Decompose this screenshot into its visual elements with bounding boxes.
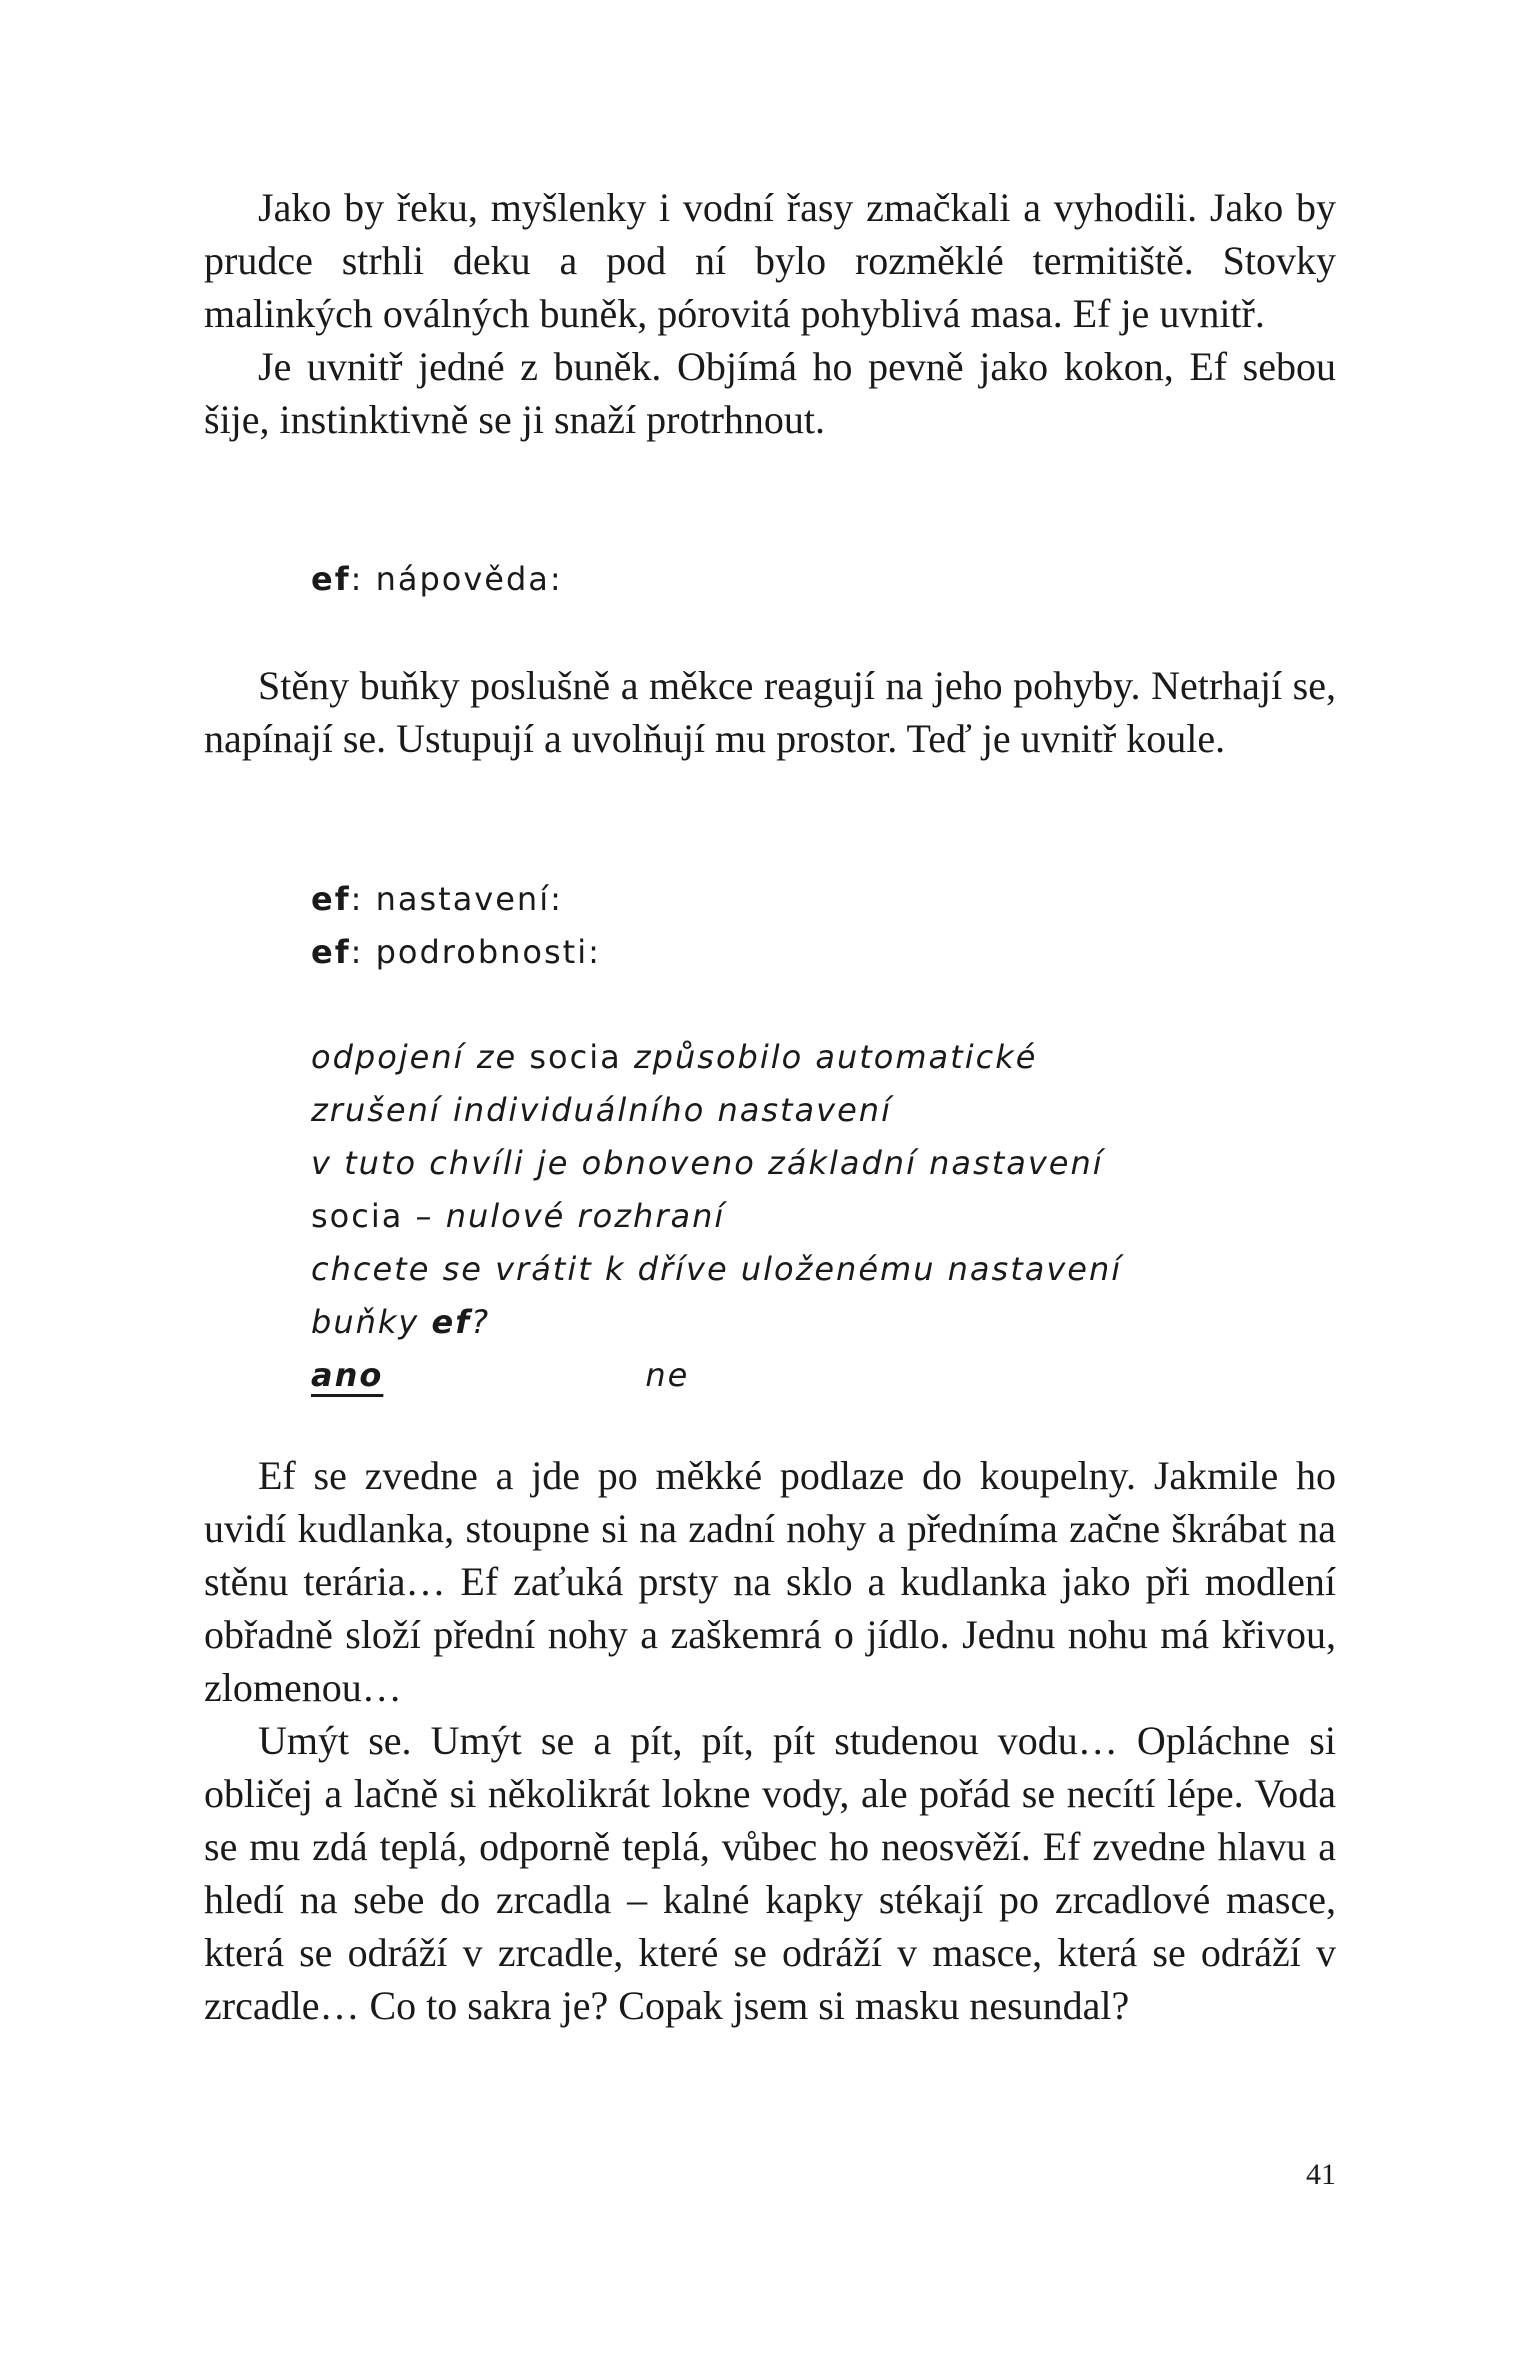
notice-text: v tuto chvíli je obnoveno základní nastavení [311,1144,1104,1182]
command-line [311,553,1311,606]
page-number: 41 [1306,2158,1336,2191]
command-prefix: ef [311,880,351,918]
notice-text: zrušení individuálního nastavení [311,1091,892,1129]
command-text: : nápověda: [350,560,563,598]
choice-options [311,1349,1311,1402]
notice-line [311,1137,1311,1190]
text-block-opening [204,181,1336,446]
text-block-cell [204,659,1336,765]
command-line [311,926,1311,979]
text-block-bathroom [204,1449,1336,2032]
notice-line [311,1190,1311,1243]
option-no[interactable]: ne [645,1356,690,1394]
notice-text: ef [431,1303,472,1341]
command-settings [311,873,1311,979]
command-prefix: ef [311,560,351,598]
notice-text: chcete se vrátit k dříve uloženému nastavení [311,1250,1123,1288]
paragraph: Stěny buňky poslušně a měkce reagují na jeho pohyby. Netrhají se, napínají se. Ustupují a uvolňují mu prostor. Teď je uvnitř koule. [204,663,1336,761]
paragraph: Je uvnitř jedné z buněk. Objímá ho pevně jako kokon, Ef sebou šije, instinktivně se ji snaží protrhnout. [204,344,1336,442]
notice-text: buňky [311,1303,432,1341]
notice-text: ? [471,1303,491,1341]
notice-line [311,1243,1311,1296]
notice-text: – nulové rozhraní [403,1197,726,1235]
command-line [311,873,1311,926]
paragraph: Jako by řeku, myšlenky i vodní řasy zmačkali a vyhodili. Jako by prudce strhli deku a pod ní bylo rozměklé termitiště. Stovky malinkých oválných buněk, pórovitá pohyblivá masa. Ef je uvnitř. [204,185,1336,336]
command-prefix: ef [311,933,351,971]
notice-line [311,1296,1311,1349]
paragraph: Ef se zvedne a jde po měkké podlaze do koupelny. Jakmile ho uvidí kudlanka, stoupne si na zadní nohy a předníma začne škrábat na stěnu terária… Ef zaťuká prsty na sklo a kudlanka jako při modlení obřadně složí přední nohy a zaškemrá o jídlo. Jednu nohu má křivou, zlomenou… [204,1453,1336,1710]
system-notice [311,1031,1311,1402]
notice-text: socia [311,1197,404,1235]
option-yes[interactable]: ano [311,1356,384,1394]
notice-line [311,1031,1311,1084]
notice-text: socia [529,1038,622,1076]
notice-line [311,1084,1311,1137]
paragraph: Umýt se. Umýt se a pít, pít, pít studenou vodu… Opláchne si obličej a lačně si několikrát lokne vody, ale pořád se necítí lépe. Voda se mu zdá teplá, odporně teplá, vůbec ho neosvěží. Ef zvedne hlavu a hledí na sebe do zrcadla – kalné kapky stékají po zrcadlové masce, která se odráží v zrcadle, které se odráží v masce, která se odráží v zrcadle… Co to sakra je? Copak jsem si masku nesundal? [204,1718,1336,2028]
notice-text: odpojení ze [311,1038,530,1076]
command-help [311,553,1311,606]
command-text: : nastavení: [350,880,563,918]
notice-text: způsobilo automatické [621,1038,1038,1076]
command-text: : podrobnosti: [350,933,601,971]
